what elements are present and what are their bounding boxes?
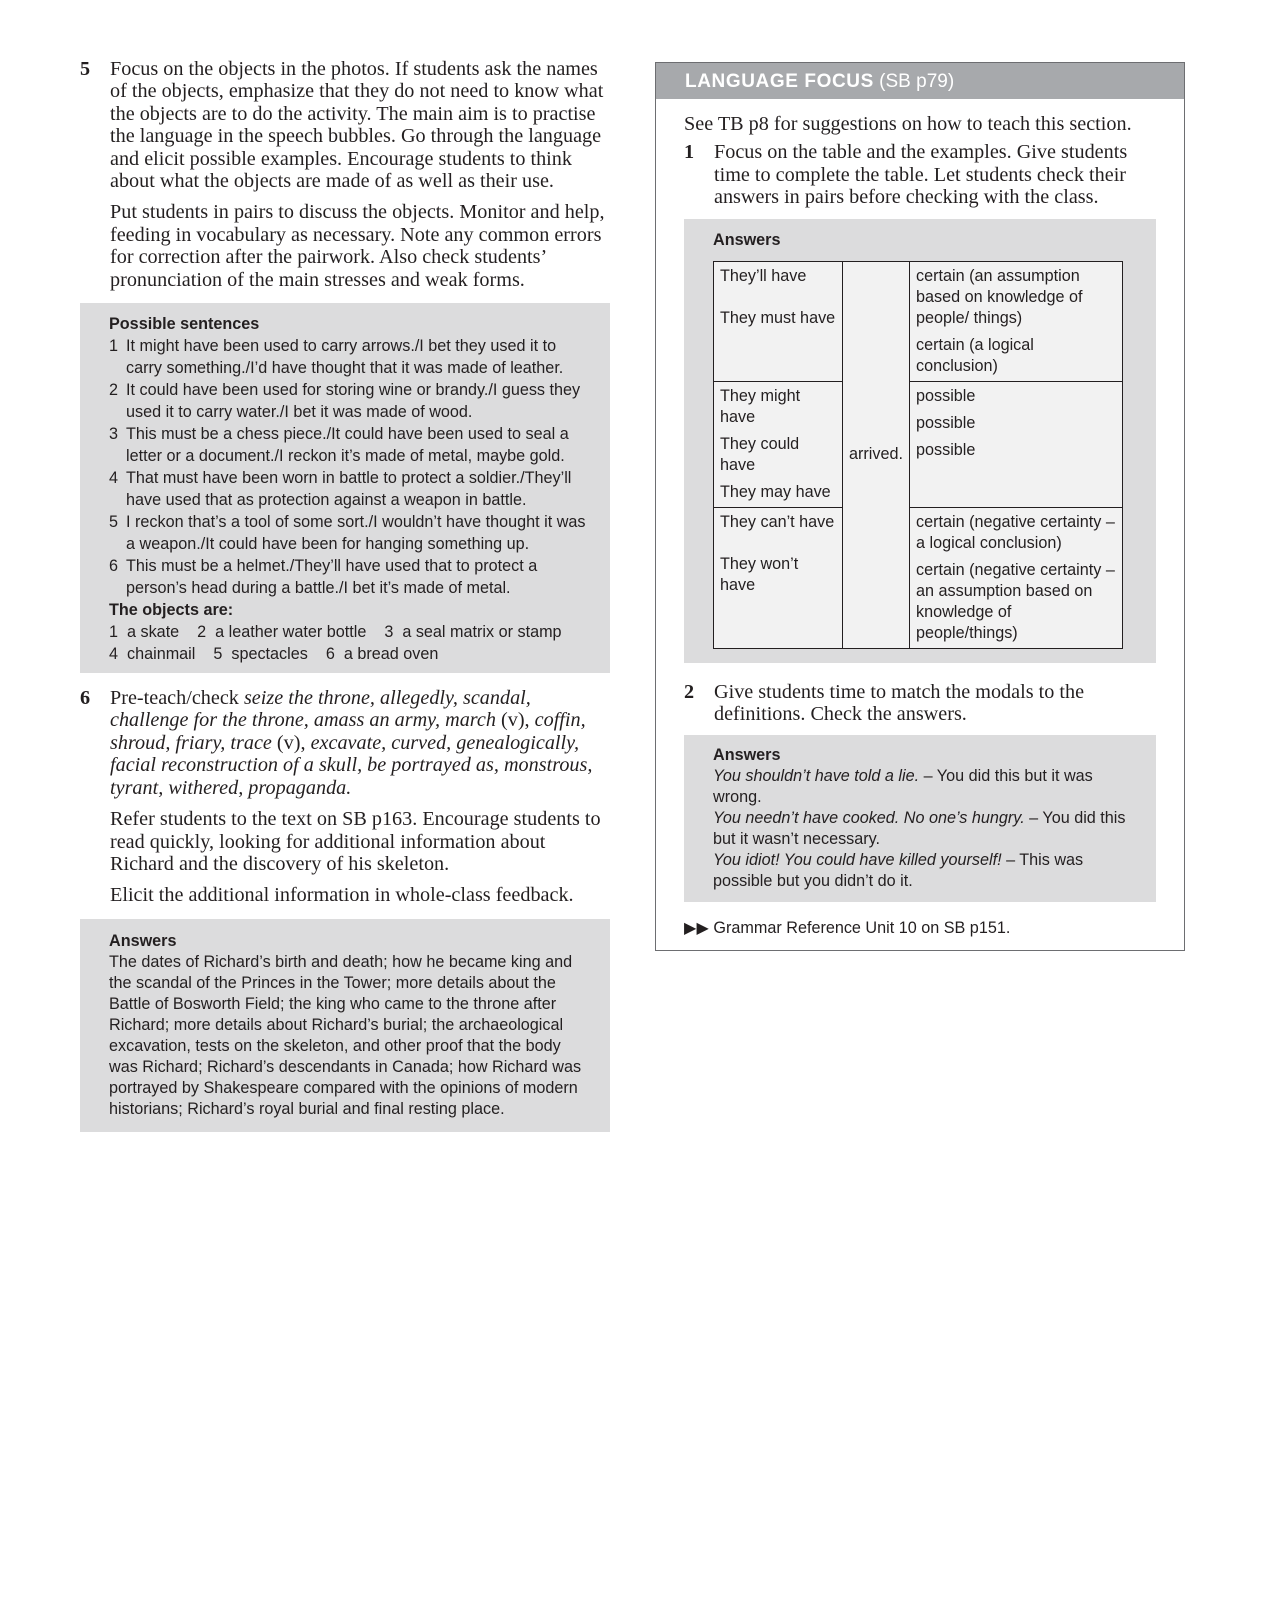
item-number: 6 [109, 557, 119, 576]
item-text: I reckon that’s a tool of some sort./I wouldn’t have thought it was a weapon./It could have been for hanging something up. [126, 513, 586, 554]
exercise-number: 5 [80, 58, 91, 80]
answers-heading: Answers [713, 230, 781, 249]
meaning: possible [916, 386, 976, 405]
modal-form: They may have [720, 482, 831, 501]
exercise-number: 1 [684, 141, 695, 164]
answers-heading: Answers [713, 746, 781, 765]
modal-form: They might have [720, 386, 801, 426]
grammar-reference [684, 918, 1156, 938]
section-reference: (SB p79) [873, 71, 955, 92]
answer-line [713, 766, 1138, 808]
modal-form: They’ll have [720, 266, 807, 285]
part-of-speech: (v), [271, 731, 311, 754]
table-cell [714, 261, 843, 381]
part-of-speech: (v), [495, 709, 535, 732]
table-row [714, 507, 1123, 648]
exercise-6-paragraph-3: Elicit the additional information in whole-class feedback. [110, 884, 574, 907]
objects-line-1: 1 a skate 2 a leather water bottle 3 a seal matrix or stamp [109, 623, 562, 642]
list-item [109, 379, 592, 423]
exercise-2-text: Give students time to match the modals to the definitions. Check the answers. [714, 680, 1085, 726]
table-row [714, 261, 1123, 381]
left-column [80, 58, 610, 1132]
objects-heading: The objects are: [109, 601, 234, 620]
exercise-5-paragraph-2: Put students in pairs to discuss the objects. Monitor and help, feeding in vocabulary as necessary. Note any common errors for correction after the pairwork. Also check students’ pronunciation of the main stresses and weak forms. [110, 201, 605, 291]
table-cell [714, 381, 843, 507]
vocabulary-list: excavate, curved, genealogically, facial reconstruction of a skull, be portrayed as, monstrous, tyrant, withered, propaganda. [110, 731, 593, 799]
item-number: 1 [109, 337, 119, 356]
item-number: 2 [109, 381, 119, 400]
objects-line-2: 4 chainmail 5 spectacles 6 a bread oven [109, 645, 439, 664]
meaning: certain (negative certainty – an assumption based on knowledge of people/things) [916, 560, 1115, 642]
item-text: It could have been used for storing wine or brandy./I guess they used it to carry water./I bet it was made of wood. [126, 381, 581, 422]
meaning: certain (a logical conclusion) [916, 335, 1034, 375]
exercise-5-paragraph-1: Focus on the objects in the photos. If students ask the names of the objects, emphasize that they do not need to know what the objects are to do the activity. The main aim is to practise the language in the speech bubbles. Go through the language and elicit possible examples. Encourage students to think about what the objects are made of as well as their use. [110, 58, 604, 193]
possible-sentences-box [80, 303, 610, 673]
table-cell-arrived: arrived. [843, 261, 910, 648]
modal-form: They can’t have [720, 512, 835, 531]
meaning: certain (negative certainty – a logical conclusion) [916, 512, 1115, 552]
list-item [109, 511, 592, 555]
exercise-1-text: Focus on the table and the examples. Give students time to complete the table. Let students check their answers in pairs before checking with the class. [714, 141, 1128, 209]
answers-box [80, 919, 610, 1132]
table-cell [910, 507, 1123, 648]
exercise-number: 6 [80, 687, 91, 710]
answers-heading: Answers [109, 931, 177, 950]
item-number: 4 [109, 469, 119, 488]
possible-sentences-heading: Possible sentences [109, 315, 260, 334]
exercise-6-paragraph-1 [110, 687, 610, 799]
item-text: This must be a chess piece./It could have been used to seal a letter or a document./I reckon it’s made of metal, maybe gold. [126, 425, 569, 466]
grammar-reference-text: Grammar Reference Unit 10 on SB p151. [708, 919, 1011, 938]
pre-teach-lead: Pre-teach/check [110, 687, 244, 710]
language-focus-body [656, 99, 1184, 950]
meaning: certain (an assumption based on knowledge of people/ things) [916, 266, 1083, 327]
list-item [109, 555, 592, 599]
example-sentence: You idiot! You could have killed yourself! [713, 851, 1002, 870]
answer-line [713, 808, 1138, 850]
list-item [109, 467, 592, 511]
language-focus-header [656, 63, 1184, 99]
exercise-1 [684, 141, 1156, 208]
exercise-6-paragraph-2: Refer students to the text on SB p163. Encourage students to read quickly, looking for additional information about Richard and the discovery of his skeleton. [110, 808, 601, 875]
modal-form: They must have [720, 308, 836, 327]
modals-table [713, 261, 1123, 649]
answer-line [713, 850, 1138, 892]
vocabulary-list: seize the throne, allegedly, scandal, challenge for the throne, amass an army, march [110, 687, 531, 732]
meaning: possible [916, 413, 976, 432]
meaning: possible [916, 440, 976, 459]
intro-text: See TB p8 for suggestions on how to teach this section. [684, 113, 1132, 135]
table-row [714, 381, 1123, 507]
double-arrow-icon: ▶▶ [684, 919, 709, 938]
item-number: 3 [109, 425, 119, 444]
exercise-5 [80, 58, 610, 291]
example-sentence: You needn’t have cooked. No one’s hungry. [713, 809, 1025, 828]
definition: – You did this but it was wrong. [713, 767, 1093, 807]
right-column [655, 62, 1185, 951]
answers-box-2 [684, 735, 1156, 902]
table-cell [714, 507, 843, 648]
modal-form: They won’t have [720, 554, 799, 594]
answers-table-box [684, 219, 1156, 663]
exercise-number: 2 [684, 680, 695, 703]
definition: – This was possible but you didn’t do it. [713, 851, 1084, 891]
table-cell [910, 381, 1123, 507]
answers-text: The dates of Richard’s birth and death; how he became king and the scandal of the Princes in the Tower; more details about the Battle of Bosworth Field; the king who came to the throne after Richard; more details about Richard’s burial; the archaeological excavation, tests on the skeleton, and other proof that the body was Richard; Richard’s descendants in Canada; how Richard was portrayed by Shakespeare compared with the opinions of modern historians; Richard’s royal burial and final resting place. [109, 952, 582, 1118]
possible-sentences-list [109, 335, 592, 599]
exercise-6 [80, 687, 610, 907]
section-title: LANGUAGE FOCUS [685, 71, 874, 92]
item-text: That must have been worn in battle to protect a soldier./They’ll have used that as protection against a weapon in battle. [126, 469, 572, 510]
item-number: 5 [109, 513, 119, 532]
list-item [109, 335, 592, 379]
language-focus-panel [655, 62, 1185, 951]
modal-form: They could have [720, 434, 800, 474]
item-text: This must be a helmet./They’ll have used that to protect a person’s head during a battle./I bet it’s made of metal. [126, 557, 538, 598]
table-cell [910, 261, 1123, 381]
example-sentence: You shouldn’t have told a lie. [713, 767, 920, 786]
vocabulary-list: coffin, shroud, friary, trace [110, 709, 586, 754]
item-text: It might have been used to carry arrows./I bet they used it to carry something./I’d have thought that it was made of leather. [126, 337, 564, 378]
definition: – You did this but it wasn’t necessary. [713, 809, 1126, 849]
list-item [109, 423, 592, 467]
exercise-2 [684, 681, 1156, 726]
